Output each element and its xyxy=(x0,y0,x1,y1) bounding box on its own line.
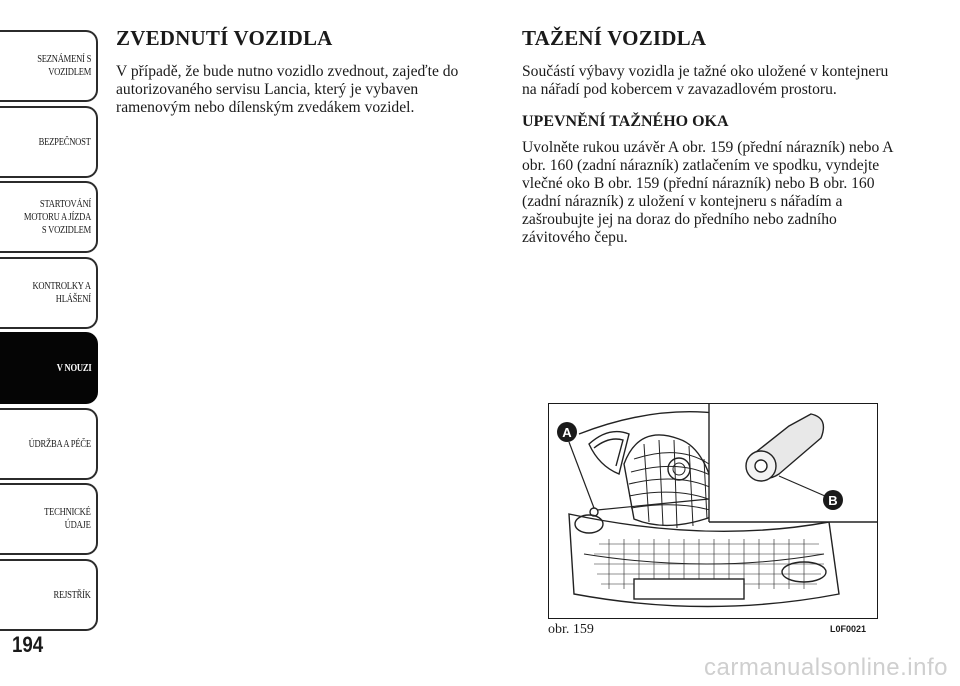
tab-seznameni-s-vozidlem[interactable] xyxy=(0,30,98,102)
tab-technicke-udaje[interactable] xyxy=(0,483,98,555)
callout-a: A xyxy=(562,425,572,440)
callout-b: B xyxy=(828,493,838,508)
page-number: 194 xyxy=(12,632,44,657)
tab-startovani[interactable] xyxy=(0,181,98,253)
tab-rejstrik[interactable] xyxy=(0,559,98,631)
tab-label: SEZNÁMENÍ S VOZIDLEM xyxy=(37,53,91,78)
chapter-tabs xyxy=(0,0,100,640)
watermark: carmanualsonline.info xyxy=(704,654,948,681)
tab-kontrolky[interactable] xyxy=(0,257,98,329)
section-intro: Součástí výbavy vozidla je tažné oko uložené v kontejneru na nářadí pod kobercem v zavazadlovém prostoru. xyxy=(522,63,889,98)
tab-label: STARTOVÁNÍ MOTORU A JÍZDA S VOZIDLEM xyxy=(23,197,91,236)
car-front-illustration xyxy=(549,404,878,619)
section-title: TAŽENÍ VOZIDLA xyxy=(522,26,707,50)
figure-code: L0F0021 xyxy=(830,624,867,634)
tab-udrzba[interactable] xyxy=(0,408,98,480)
tab-label: V NOUZI xyxy=(56,361,91,374)
tab-label: TECHNICKÉ ÚDAJE xyxy=(44,506,91,531)
section-title: ZVEDNUTÍ VOZIDLA xyxy=(116,26,333,50)
tab-v-nouzi[interactable] xyxy=(0,332,98,404)
tab-label: BEZPEČNOST xyxy=(38,135,91,148)
tab-bezpecnost[interactable] xyxy=(0,106,98,178)
subsection-title: UPEVNĚNÍ TAŽNÉHO OKA xyxy=(522,113,729,130)
figure-tow-eye xyxy=(548,403,878,619)
section-towing xyxy=(522,26,902,247)
section-body: V případě, že bude nutno vozidlo zvednout, zajeďte do autorizovaného servisu Lancia, který je vybaven ramenovým nebo dílenským zvedákem vozidel. xyxy=(116,63,459,116)
tab-label: KONTROLKY A HLÁŠENÍ xyxy=(32,280,91,305)
subsection-body: Uvolněte rukou uzávěr A obr. 159 (přední nárazník) nebo A obr. 160 (zadní nárazník) zatlačením ve spodku, vyndejte vlečné oko B obr. 159 (přední nárazník) nebo B obr. 160 (zadní nárazník) z uložení v kontejneru s nářadím a zašroubujte jej na doraz do předního nebo zadního závitového čepu. xyxy=(522,139,893,246)
figure-caption: obr. 159 xyxy=(548,622,594,637)
tab-label: REJSTŘÍK xyxy=(53,588,91,601)
section-lifting xyxy=(116,26,486,117)
tab-label: ÚDRŽBA A PÉČE xyxy=(28,437,91,450)
